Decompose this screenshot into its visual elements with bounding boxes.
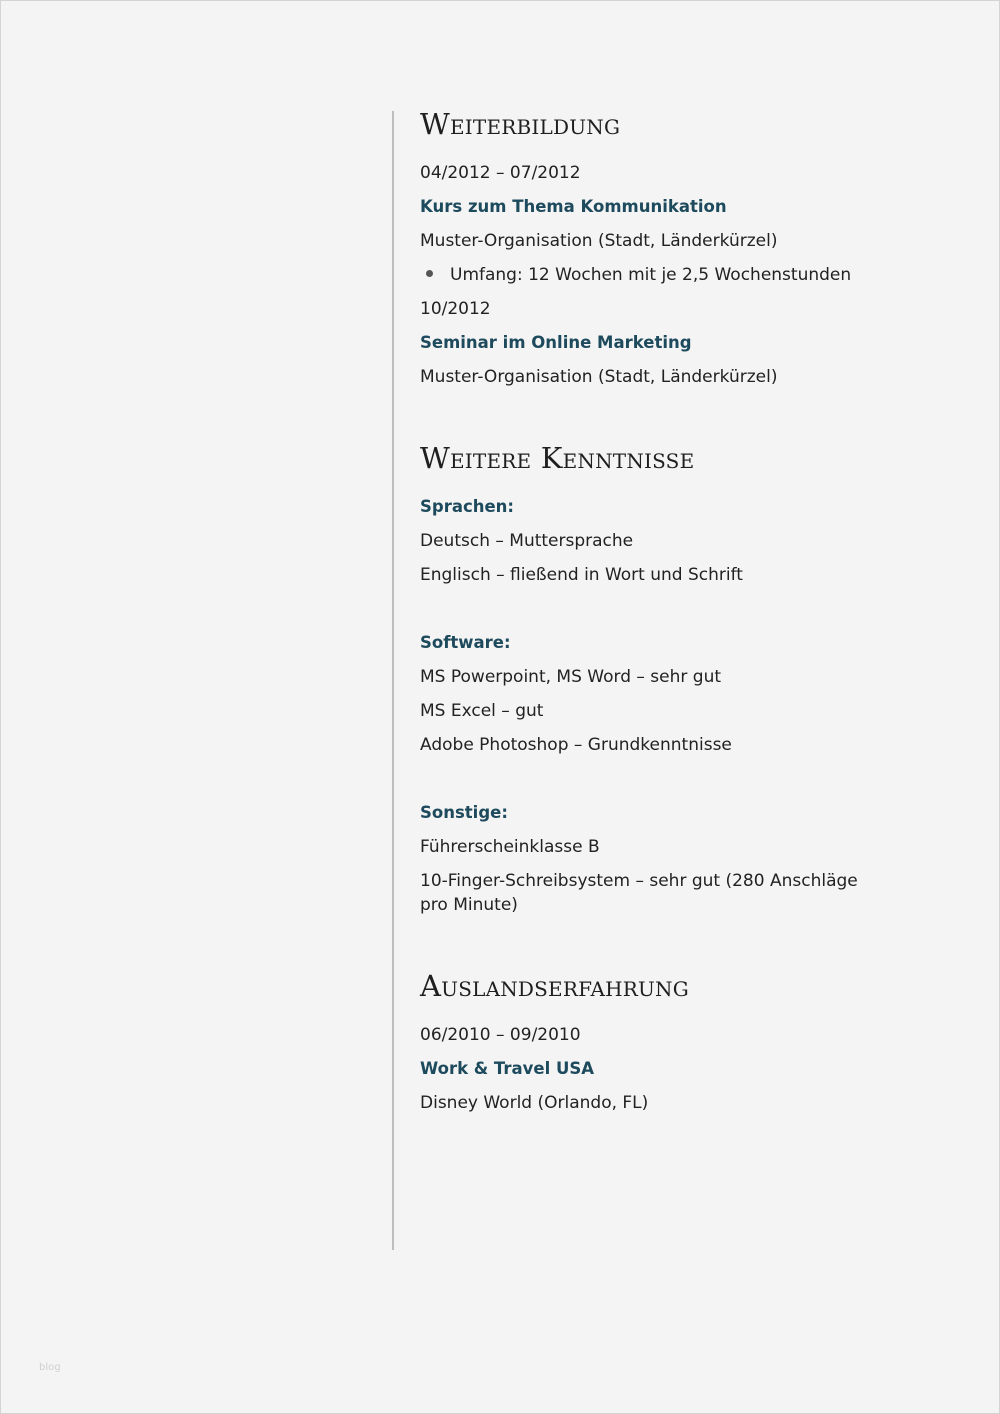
sonstige-item: 10-Finger-Schreibsystem – sehr gut (280 Anschläge pro Minute) bbox=[420, 871, 858, 915]
software-item: MS Excel – gut bbox=[420, 701, 544, 721]
sonstige-label: Sonstige: bbox=[420, 803, 508, 822]
entry-org: Muster-Organisation (Stadt, Länderkürzel) bbox=[420, 367, 778, 387]
entry-date: 04/2012 – 07/2012 bbox=[420, 163, 581, 183]
cv-content bbox=[420, 105, 860, 1125]
sprachen-item: Deutsch – Muttersprache bbox=[420, 531, 634, 551]
software-item: Adobe Photoshop – Grundkenntnisse bbox=[420, 735, 732, 755]
ausland-date: 06/2010 – 09/2010 bbox=[420, 1025, 581, 1045]
software-item: MS Powerpoint, MS Word – sehr gut bbox=[420, 667, 722, 687]
software-label: Software: bbox=[420, 633, 511, 652]
bullet-icon bbox=[426, 270, 433, 277]
vertical-divider bbox=[392, 111, 394, 1250]
section-title-kenntnisse: Weitere Kenntnisse bbox=[420, 441, 695, 475]
sprachen-item: Englisch – fließend in Wort und Schrift bbox=[420, 565, 743, 585]
watermark: blog bbox=[39, 1362, 61, 1373]
sprachen-label: Sprachen: bbox=[420, 497, 515, 516]
entry-bullet-text: Umfang: 12 Wochen mit je 2,5 Wochenstunden bbox=[450, 265, 852, 285]
sonstige-item: Führerscheinklasse B bbox=[420, 837, 600, 857]
entry-course: Kurs zum Thema Kommunikation bbox=[420, 197, 727, 216]
ausland-place: Disney World (Orlando, FL) bbox=[420, 1093, 649, 1113]
entry-date: 10/2012 bbox=[420, 299, 491, 319]
ausland-program: Work & Travel USA bbox=[420, 1059, 595, 1078]
section-title-ausland: Auslandserfahrung bbox=[420, 969, 689, 1003]
section-title-weiterbildung: Weiterbildung bbox=[420, 107, 621, 141]
entry-bullet bbox=[420, 263, 860, 297]
entry-org: Muster-Organisation (Stadt, Länderkürzel) bbox=[420, 231, 778, 251]
entry-course: Seminar im Online Marketing bbox=[420, 333, 692, 352]
